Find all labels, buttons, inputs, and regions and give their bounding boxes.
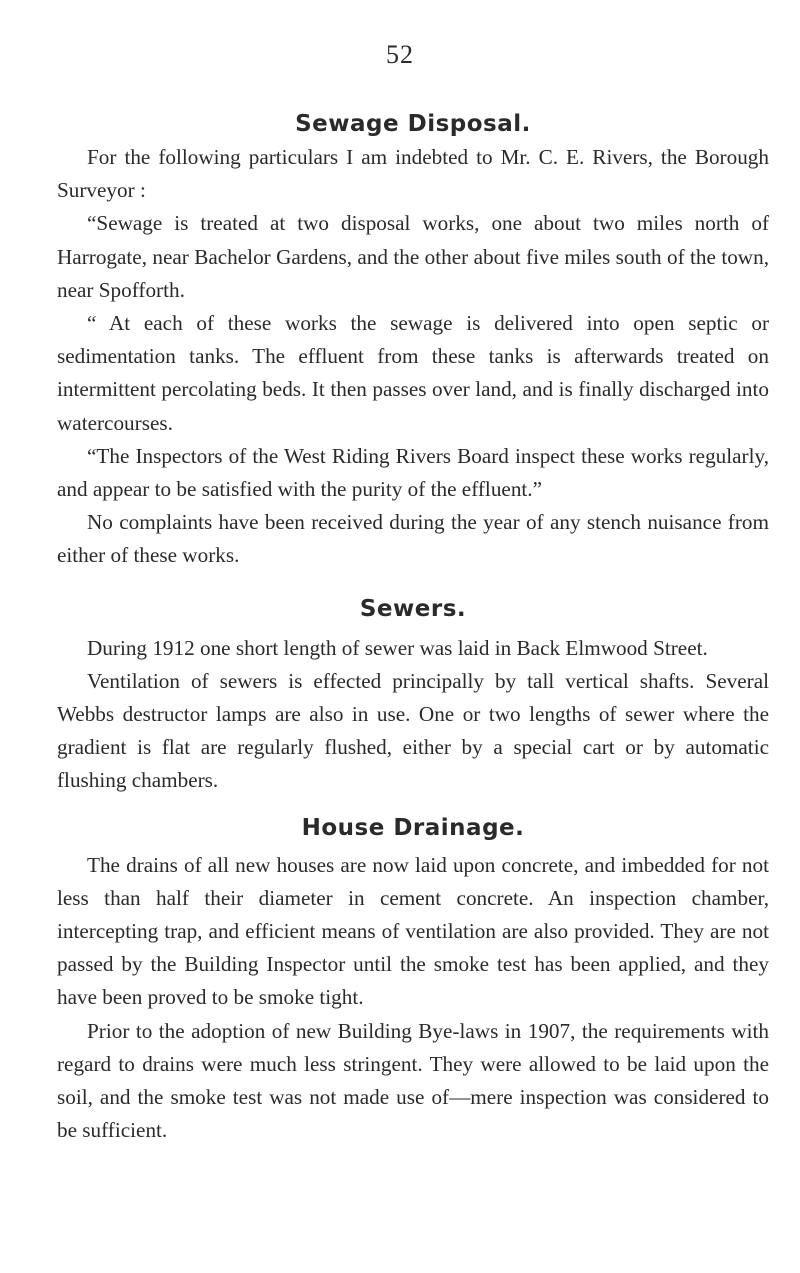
page-body [57,108,769,1147]
section-heading-sewage-disposal: Sewage Disposal. [295,111,531,137]
paragraph: “Sewage is treated at two disposal works, one about two miles north of Harrogate, near Bachelor Gardens, and the other about five miles south of the town, near Spofforth. [57,211,769,302]
paragraph: The drains of all new houses are now laid upon concrete, and imbedded for not less than half their diameter in cement concrete. An inspection chamber, intercepting trap, and efficient means of ventilation are also provided. They are not passed by the Building Inspector until the smoke test has been applied, and they have been proved to be smoke tight. [57,852,769,1010]
section-sewage-disposal [57,108,769,573]
paragraph: Prior to the adoption of new Building Bye-laws in 1907, the requirements with regard to drains were much less stringent. They were allowed to be laid upon the soil, and the smoke test was not made use of—mere inspection was considered to be sufficient. [57,1018,769,1143]
section-sewers [57,593,769,798]
paragraph: During 1912 one short length of sewer was laid in Back Elmwood Street. [87,635,708,660]
paragraph: Ventilation of sewers is effected principally by tall vertical shafts. Several Webbs destructor lamps are also in use. One or two lengths of sewer where the gradient is flat are regularly flushed, either by a special cart or by automatic flushing chambers. [57,668,769,793]
page-number: 52 [386,40,414,69]
section-house-drainage [57,812,769,1148]
paragraph: “The Inspectors of the West Riding Rivers Board inspect these works regularly, and appear to be satisfied with the purity of the effluent.” [57,443,769,502]
paragraph: For the following particulars I am indebted to Mr. C. E. Rivers, the Borough Surveyor : [57,145,769,203]
section-heading-house-drainage: House Drainage. [301,814,525,841]
paragraph: No complaints have been received during the year of any stench nuisance from either of these works. [57,510,769,568]
paragraph: “ At each of these works the sewage is delivered into open septic or sedimentation tanks. The effluent from these tanks is afterwards treated on intermittent percolating beds. It then passes over land, and is finally discharged into watercourses. [57,311,769,435]
section-heading-sewers: Sewers. [359,595,467,622]
